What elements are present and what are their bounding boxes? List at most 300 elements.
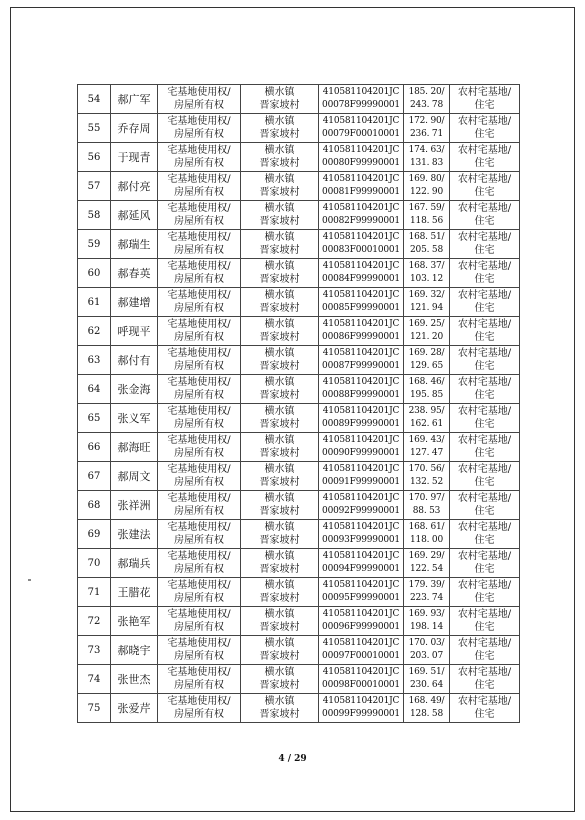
- owner-name-cell: 郝瑞兵: [111, 549, 158, 578]
- right-type-cell-line: 宅基地使用权/: [167, 406, 231, 417]
- right-type-cell-line: 宅基地使用权/: [167, 174, 231, 185]
- unit-code-cell: [319, 636, 404, 665]
- unit-code-cell-line: 00082F99990001: [322, 216, 400, 226]
- unit-code-cell: [319, 491, 404, 520]
- land-use-cell-line: 农村宅基地/: [457, 667, 512, 678]
- area-cell-line: 168. 51/: [408, 232, 445, 242]
- location-cell: [241, 636, 319, 665]
- owner-name-cell: 郝周文: [111, 462, 158, 491]
- unit-code-cell-line: 00091F99990001: [322, 477, 400, 487]
- unit-code-cell: [319, 404, 404, 433]
- area-cell: [404, 346, 450, 375]
- owner-name-cell: 郝春英: [111, 259, 158, 288]
- unit-code-cell-line: 410581104201JC: [322, 377, 400, 387]
- land-use-cell: [450, 607, 520, 636]
- area-cell-line: 128. 58: [410, 709, 443, 719]
- location-cell-line: 晋家坡村: [259, 100, 300, 111]
- unit-code-cell-line: 410581104201JC: [322, 290, 400, 300]
- unit-code-cell-line: 00087F99990001: [322, 361, 400, 371]
- unit-code-cell-line: 00099F99990001: [322, 709, 400, 719]
- unit-code-cell: [319, 288, 404, 317]
- row-number-cell: 62: [78, 317, 111, 346]
- location-cell-line: 晋家坡村: [259, 564, 300, 575]
- right-type-cell-line: 宅基地使用权/: [167, 638, 231, 649]
- right-type-cell-line: 宅基地使用权/: [167, 145, 231, 156]
- table-row: [78, 404, 520, 433]
- right-type-cell: [158, 578, 241, 607]
- right-type-cell: [158, 404, 241, 433]
- location-cell: [241, 491, 319, 520]
- location-cell: [241, 230, 319, 259]
- location-cell-line: 横水镇: [264, 522, 295, 533]
- owner-name-cell: 张艳军: [111, 607, 158, 636]
- unit-code-cell-line: 410581104201JC: [322, 174, 400, 184]
- area-cell-line: 168. 46/: [408, 377, 445, 387]
- right-type-cell-line: 房屋所有权: [174, 361, 224, 372]
- table-row: [78, 433, 520, 462]
- row-number-cell: 61: [78, 288, 111, 317]
- table-row: [78, 230, 520, 259]
- right-type-cell: [158, 665, 241, 694]
- area-cell-line: 172. 90/: [408, 116, 445, 126]
- right-type-cell-line: 房屋所有权: [174, 390, 224, 401]
- unit-code-cell: [319, 433, 404, 462]
- land-use-cell-line: 住宅: [474, 361, 495, 372]
- unit-code-cell: [319, 172, 404, 201]
- location-cell-line: 晋家坡村: [259, 187, 300, 198]
- location-cell-line: 晋家坡村: [259, 651, 300, 662]
- land-use-cell-line: 农村宅基地/: [457, 116, 512, 127]
- unit-code-cell-line: 00097F00010001: [322, 651, 400, 661]
- location-cell-line: 横水镇: [264, 261, 295, 272]
- table-row: [78, 665, 520, 694]
- unit-code-cell-line: 410581104201JC: [322, 580, 400, 590]
- right-type-cell: [158, 143, 241, 172]
- table-row: [78, 578, 520, 607]
- land-use-cell-line: 住宅: [474, 506, 495, 517]
- location-cell-line: 横水镇: [264, 203, 295, 214]
- right-type-cell-line: 房屋所有权: [174, 709, 224, 720]
- area-cell-line: 103. 12: [410, 274, 443, 284]
- location-cell: [241, 85, 319, 114]
- unit-code-cell-line: 410581104201JC: [322, 522, 400, 532]
- location-cell-line: 晋家坡村: [259, 274, 300, 285]
- right-type-cell-line: 宅基地使用权/: [167, 580, 231, 591]
- location-cell-line: 晋家坡村: [259, 245, 300, 256]
- area-cell-line: 118. 00: [410, 535, 443, 545]
- right-type-cell: [158, 491, 241, 520]
- land-use-cell-line: 住宅: [474, 390, 495, 401]
- table-body: [78, 85, 520, 723]
- unit-code-cell-line: 410581104201JC: [322, 551, 400, 561]
- land-use-cell: [450, 549, 520, 578]
- area-cell-line: 132. 52: [410, 477, 443, 487]
- owner-name-cell: 郝晓宇: [111, 636, 158, 665]
- right-type-cell: [158, 636, 241, 665]
- unit-code-cell-line: 410581104201JC: [322, 145, 400, 155]
- owner-name-cell: 郝广军: [111, 85, 158, 114]
- land-use-cell-line: 农村宅基地/: [457, 203, 512, 214]
- land-use-cell: [450, 172, 520, 201]
- row-number-cell: 71: [78, 578, 111, 607]
- land-use-cell: [450, 520, 520, 549]
- area-cell-line: 169. 29/: [408, 551, 445, 561]
- location-cell: [241, 172, 319, 201]
- location-cell-line: 晋家坡村: [259, 709, 300, 720]
- land-use-cell: [450, 259, 520, 288]
- location-cell-line: 横水镇: [264, 609, 295, 620]
- owner-name-cell: 张建法: [111, 520, 158, 549]
- table-row: [78, 636, 520, 665]
- table-row: [78, 491, 520, 520]
- unit-code-cell-line: 410581104201JC: [322, 667, 400, 677]
- row-number-cell: 56: [78, 143, 111, 172]
- land-use-cell-line: 农村宅基地/: [457, 638, 512, 649]
- location-cell: [241, 694, 319, 723]
- location-cell-line: 横水镇: [264, 435, 295, 446]
- location-cell-line: 横水镇: [264, 493, 295, 504]
- location-cell-line: 横水镇: [264, 464, 295, 475]
- unit-code-cell: [319, 230, 404, 259]
- table-row: [78, 85, 520, 114]
- owner-name-cell: 郝付有: [111, 346, 158, 375]
- area-cell-line: 243. 78: [410, 100, 443, 110]
- area-cell-line: 198. 14: [410, 622, 443, 632]
- location-cell-line: 横水镇: [264, 232, 295, 243]
- area-cell-line: 127. 47: [410, 448, 443, 458]
- area-cell-line: 167. 59/: [408, 203, 445, 213]
- land-use-cell-line: 住宅: [474, 622, 495, 633]
- area-cell-line: 179. 39/: [408, 580, 445, 590]
- owner-name-cell: 张爱芹: [111, 694, 158, 723]
- location-cell-line: 横水镇: [264, 348, 295, 359]
- right-type-cell: [158, 462, 241, 491]
- location-cell-line: 横水镇: [264, 87, 295, 98]
- location-cell-line: 横水镇: [264, 290, 295, 301]
- location-cell-line: 晋家坡村: [259, 419, 300, 430]
- location-cell: [241, 346, 319, 375]
- location-cell-line: 晋家坡村: [259, 593, 300, 604]
- location-cell-line: 横水镇: [264, 377, 295, 388]
- land-use-cell: [450, 694, 520, 723]
- unit-code-cell-line: 410581104201JC: [322, 435, 400, 445]
- land-use-cell-line: 住宅: [474, 129, 495, 140]
- unit-code-cell-line: 00094F99990001: [322, 564, 400, 574]
- right-type-cell-line: 房屋所有权: [174, 593, 224, 604]
- right-type-cell-line: 宅基地使用权/: [167, 290, 231, 301]
- table-row: [78, 694, 520, 723]
- row-number-cell: 59: [78, 230, 111, 259]
- table-row: [78, 201, 520, 230]
- table-row: [78, 607, 520, 636]
- area-cell-line: 230. 64: [410, 680, 443, 690]
- land-use-cell-line: 住宅: [474, 216, 495, 227]
- land-use-cell-line: 住宅: [474, 100, 495, 111]
- unit-code-cell-line: 00083F00010001: [322, 245, 400, 255]
- area-cell-line: 121. 94: [410, 303, 443, 313]
- right-type-cell: [158, 288, 241, 317]
- table-row: [78, 375, 520, 404]
- right-type-cell: [158, 259, 241, 288]
- owner-name-cell: 郝瑞生: [111, 230, 158, 259]
- area-cell-line: 162. 61: [410, 419, 443, 429]
- land-use-cell-line: 农村宅基地/: [457, 551, 512, 562]
- location-cell: [241, 578, 319, 607]
- land-use-cell-line: 农村宅基地/: [457, 87, 512, 98]
- right-type-cell: [158, 317, 241, 346]
- area-cell-line: 118. 56: [410, 216, 443, 226]
- area-cell-line: 169. 93/: [408, 609, 445, 619]
- land-use-cell-line: 农村宅基地/: [457, 464, 512, 475]
- area-cell: [404, 230, 450, 259]
- right-type-cell-line: 房屋所有权: [174, 419, 224, 430]
- area-cell: [404, 85, 450, 114]
- right-type-cell-line: 房屋所有权: [174, 448, 224, 459]
- land-use-cell-line: 农村宅基地/: [457, 319, 512, 330]
- right-type-cell-line: 宅基地使用权/: [167, 319, 231, 330]
- owner-name-cell: 呼现平: [111, 317, 158, 346]
- right-type-cell-line: 房屋所有权: [174, 332, 224, 343]
- right-type-cell-line: 宅基地使用权/: [167, 522, 231, 533]
- location-cell: [241, 201, 319, 230]
- area-cell: [404, 578, 450, 607]
- area-cell-line: 203. 07: [410, 651, 443, 661]
- unit-code-cell: [319, 694, 404, 723]
- row-number-cell: 70: [78, 549, 111, 578]
- location-cell: [241, 375, 319, 404]
- row-number-cell: 75: [78, 694, 111, 723]
- land-use-cell-line: 住宅: [474, 680, 495, 691]
- area-cell-line: 169. 51/: [408, 667, 445, 677]
- right-type-cell-line: 宅基地使用权/: [167, 203, 231, 214]
- location-cell: [241, 288, 319, 317]
- unit-code-cell: [319, 346, 404, 375]
- land-use-cell: [450, 85, 520, 114]
- right-type-cell-line: 房屋所有权: [174, 622, 224, 633]
- area-cell: [404, 607, 450, 636]
- scan-speck: [28, 579, 31, 581]
- area-cell-line: 168. 37/: [408, 261, 445, 271]
- land-use-cell: [450, 404, 520, 433]
- area-cell-line: 223. 74: [410, 593, 443, 603]
- right-type-cell-line: 房屋所有权: [174, 274, 224, 285]
- land-use-cell-line: 住宅: [474, 593, 495, 604]
- right-type-cell-line: 房屋所有权: [174, 158, 224, 169]
- location-cell-line: 晋家坡村: [259, 158, 300, 169]
- unit-code-cell-line: 410581104201JC: [322, 609, 400, 619]
- location-cell-line: 晋家坡村: [259, 680, 300, 691]
- unit-code-cell-line: 410581104201JC: [322, 493, 400, 503]
- unit-code-cell-line: 410581104201JC: [322, 406, 400, 416]
- area-cell: [404, 259, 450, 288]
- area-cell: [404, 288, 450, 317]
- location-cell: [241, 259, 319, 288]
- area-cell-line: 122. 54: [410, 564, 443, 574]
- unit-code-cell: [319, 607, 404, 636]
- page-number: 4 / 29: [278, 754, 307, 764]
- land-use-cell: [450, 636, 520, 665]
- right-type-cell-line: 房屋所有权: [174, 245, 224, 256]
- right-type-cell-line: 房屋所有权: [174, 129, 224, 140]
- right-type-cell: [158, 433, 241, 462]
- land-use-cell-line: 农村宅基地/: [457, 232, 512, 243]
- row-number-cell: 66: [78, 433, 111, 462]
- unit-code-cell-line: 410581104201JC: [322, 232, 400, 242]
- location-cell-line: 横水镇: [264, 580, 295, 591]
- location-cell-line: 晋家坡村: [259, 390, 300, 401]
- location-cell-line: 横水镇: [264, 638, 295, 649]
- area-cell-line: 131. 83: [410, 158, 443, 168]
- area-cell: [404, 375, 450, 404]
- unit-code-cell-line: 410581104201JC: [322, 116, 400, 126]
- unit-code-cell-line: 410581104201JC: [322, 638, 400, 648]
- table-row: [78, 317, 520, 346]
- area-cell: [404, 433, 450, 462]
- area-cell-line: 170. 97/: [408, 493, 445, 503]
- area-cell-line: 170. 03/: [408, 638, 445, 648]
- owner-name-cell: 王腊花: [111, 578, 158, 607]
- unit-code-cell-line: 00085F99990001: [322, 303, 400, 313]
- land-use-cell-line: 住宅: [474, 303, 495, 314]
- location-cell-line: 横水镇: [264, 406, 295, 417]
- area-cell-line: 169. 25/: [408, 319, 445, 329]
- right-type-cell: [158, 607, 241, 636]
- unit-code-cell: [319, 549, 404, 578]
- area-cell-line: 205. 58: [410, 245, 443, 255]
- right-type-cell: [158, 549, 241, 578]
- land-use-cell: [450, 433, 520, 462]
- right-type-cell: [158, 346, 241, 375]
- area-cell-line: 185. 20/: [408, 87, 445, 97]
- land-use-cell-line: 农村宅基地/: [457, 261, 512, 272]
- row-number-cell: 63: [78, 346, 111, 375]
- land-use-cell: [450, 143, 520, 172]
- owner-name-cell: 乔存周: [111, 114, 158, 143]
- right-type-cell-line: 房屋所有权: [174, 680, 224, 691]
- land-use-cell: [450, 230, 520, 259]
- unit-code-cell-line: 00098F00010001: [322, 680, 400, 690]
- owner-name-cell: 张世杰: [111, 665, 158, 694]
- right-type-cell-line: 宅基地使用权/: [167, 667, 231, 678]
- table-row: [78, 172, 520, 201]
- unit-code-cell-line: 410581104201JC: [322, 87, 400, 97]
- land-use-cell-line: 住宅: [474, 245, 495, 256]
- land-use-cell-line: 农村宅基地/: [457, 609, 512, 620]
- owner-name-cell: 张祥洲: [111, 491, 158, 520]
- area-cell-line: 168. 61/: [408, 522, 445, 532]
- land-use-cell-line: 住宅: [474, 477, 495, 488]
- location-cell-line: 晋家坡村: [259, 303, 300, 314]
- land-use-cell-line: 农村宅基地/: [457, 435, 512, 446]
- location-cell-line: 横水镇: [264, 551, 295, 562]
- table-row: [78, 346, 520, 375]
- location-cell-line: 晋家坡村: [259, 506, 300, 517]
- unit-code-cell-line: 00086F99990001: [322, 332, 400, 342]
- right-type-cell-line: 宅基地使用权/: [167, 435, 231, 446]
- area-cell: [404, 694, 450, 723]
- area-cell-line: 121. 20: [410, 332, 443, 342]
- location-cell-line: 横水镇: [264, 667, 295, 678]
- right-type-cell-line: 宅基地使用权/: [167, 261, 231, 272]
- unit-code-cell-line: 00090F99990001: [322, 448, 400, 458]
- property-rights-table: [77, 84, 520, 723]
- row-number-cell: 69: [78, 520, 111, 549]
- location-cell-line: 横水镇: [264, 696, 295, 707]
- area-cell: [404, 404, 450, 433]
- owner-name-cell: 郝延风: [111, 201, 158, 230]
- unit-code-cell-line: 00092F99990001: [322, 506, 400, 516]
- area-cell-line: 169. 80/: [408, 174, 445, 184]
- right-type-cell-line: 宅基地使用权/: [167, 87, 231, 98]
- unit-code-cell: [319, 578, 404, 607]
- right-type-cell-line: 房屋所有权: [174, 564, 224, 575]
- right-type-cell: [158, 230, 241, 259]
- location-cell-line: 横水镇: [264, 145, 295, 156]
- area-cell-line: 88. 53: [412, 506, 441, 516]
- land-use-cell-line: 农村宅基地/: [457, 696, 512, 707]
- unit-code-cell-line: 00080F99990001: [322, 158, 400, 168]
- right-type-cell-line: 宅基地使用权/: [167, 696, 231, 707]
- right-type-cell: [158, 694, 241, 723]
- table-row: [78, 520, 520, 549]
- location-cell: [241, 665, 319, 694]
- table-row: [78, 462, 520, 491]
- area-cell: [404, 317, 450, 346]
- unit-code-cell: [319, 462, 404, 491]
- row-number-cell: 67: [78, 462, 111, 491]
- area-cell-line: 238. 95/: [408, 406, 445, 416]
- location-cell-line: 晋家坡村: [259, 622, 300, 633]
- right-type-cell: [158, 172, 241, 201]
- land-use-cell: [450, 288, 520, 317]
- unit-code-cell-line: 00081F99990001: [322, 187, 400, 197]
- location-cell-line: 晋家坡村: [259, 129, 300, 140]
- area-cell-line: 236. 71: [410, 129, 443, 139]
- area-cell-line: 195. 85: [410, 390, 443, 400]
- row-number-cell: 57: [78, 172, 111, 201]
- right-type-cell: [158, 114, 241, 143]
- right-type-cell-line: 房屋所有权: [174, 303, 224, 314]
- row-number-cell: 68: [78, 491, 111, 520]
- land-use-cell-line: 住宅: [474, 187, 495, 198]
- land-use-cell-line: 农村宅基地/: [457, 348, 512, 359]
- location-cell-line: 晋家坡村: [259, 535, 300, 546]
- land-use-cell-line: 住宅: [474, 419, 495, 430]
- area-cell-line: 174. 63/: [408, 145, 445, 155]
- land-use-cell: [450, 114, 520, 143]
- area-cell: [404, 491, 450, 520]
- area-cell-line: 170. 56/: [408, 464, 445, 474]
- right-type-cell-line: 宅基地使用权/: [167, 493, 231, 504]
- location-cell-line: 晋家坡村: [259, 332, 300, 343]
- right-type-cell-line: 宅基地使用权/: [167, 116, 231, 127]
- unit-code-cell: [319, 520, 404, 549]
- unit-code-cell: [319, 201, 404, 230]
- right-type-cell-line: 宅基地使用权/: [167, 232, 231, 243]
- table-row: [78, 259, 520, 288]
- owner-name-cell: 张义军: [111, 404, 158, 433]
- right-type-cell-line: 宅基地使用权/: [167, 348, 231, 359]
- land-use-cell: [450, 462, 520, 491]
- land-use-cell: [450, 375, 520, 404]
- unit-code-cell-line: 00084F99990001: [322, 274, 400, 284]
- right-type-cell-line: 宅基地使用权/: [167, 377, 231, 388]
- area-cell-line: 129. 65: [410, 361, 443, 371]
- land-use-cell: [450, 201, 520, 230]
- unit-code-cell-line: 00093F99990001: [322, 535, 400, 545]
- unit-code-cell: [319, 259, 404, 288]
- row-number-cell: 54: [78, 85, 111, 114]
